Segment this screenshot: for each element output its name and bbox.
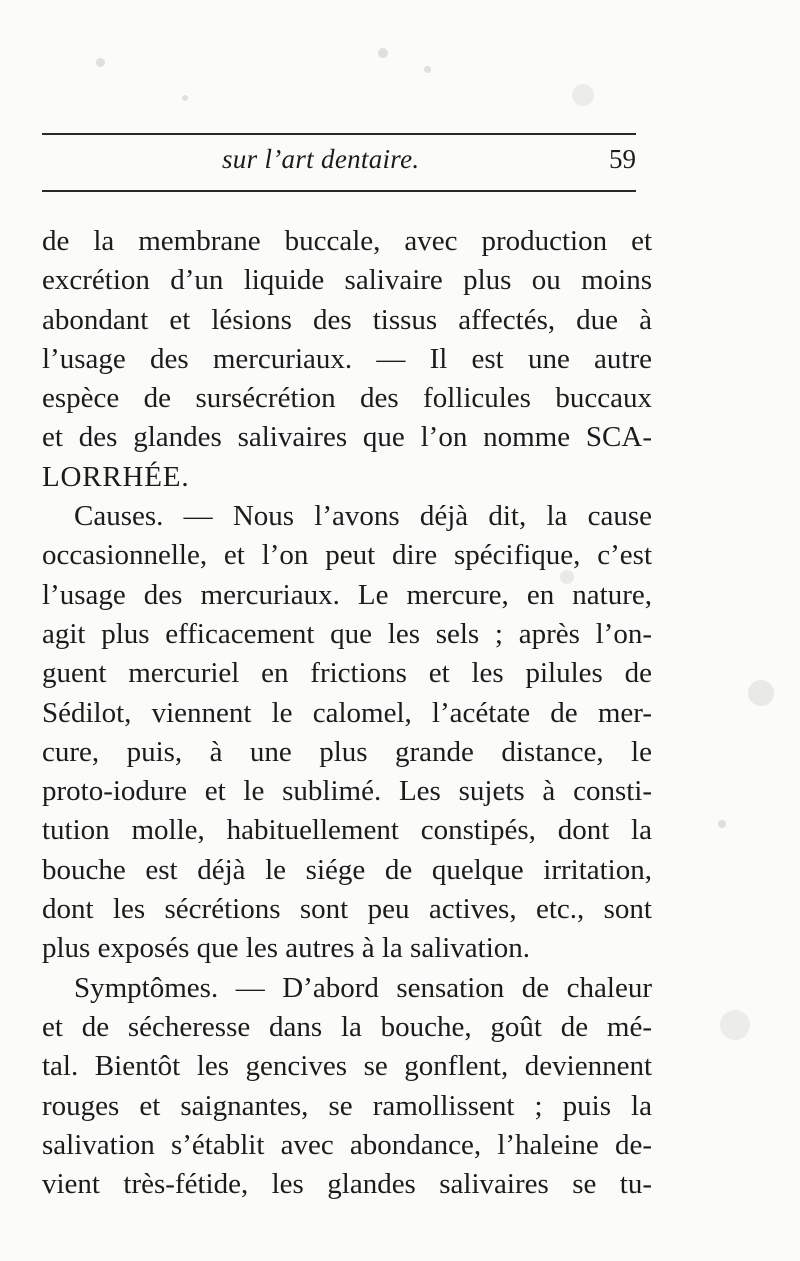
paper-speck [718, 820, 726, 828]
text-line: LORRHÉE. [42, 460, 190, 493]
text-line: occasionnelle, et l’on peut dire spécifique, c’est [42, 539, 652, 572]
paper-speck [720, 1010, 750, 1040]
text-line: dont les sécrétions sont peu actives, etc., sont [42, 893, 652, 926]
paper-speck [182, 95, 188, 101]
text-line: abondant et lésions des tissus affectés, due à [42, 303, 652, 336]
body-text [42, 222, 652, 1204]
paper-speck [96, 58, 105, 67]
running-header [42, 140, 636, 184]
text-line: de la membrane buccale, avec production et [42, 225, 652, 257]
header-rule-top [42, 133, 636, 135]
text-line: salivation s’établit avec abondance, l’haleine de- [42, 1128, 652, 1161]
text-line-causes-heading: Causes. — Nous l’avons déjà dit, la cause [74, 500, 652, 533]
text-line: tution molle, habituellement constipés, dont la [42, 814, 652, 847]
text-line: proto-iodure et le sublimé. Les sujets à consti- [42, 775, 652, 808]
paper-speck [424, 66, 431, 73]
paper-speck [378, 48, 388, 58]
paper-speck [748, 680, 774, 706]
paper-speck [572, 84, 594, 106]
text-line-symptomes-heading: Symptômes. — D’abord sensation de chaleur [74, 971, 652, 1004]
running-title: sur l’art dentaire. [222, 144, 420, 174]
text-line: agit plus efficacement que les sels ; après l’on- [42, 617, 652, 650]
header-rule-bottom [42, 190, 636, 192]
text-line: l’usage des mercuriaux. Le mercure, en nature, [42, 578, 652, 611]
text-line: vient très-fétide, les glandes salivaires se tu- [42, 1168, 652, 1201]
text-line: excrétion d’un liquide salivaire plus ou moins [42, 264, 652, 297]
text-line: Sédilot, viennent le calomel, l’acétate de mer- [42, 696, 652, 729]
text-line: tal. Bientôt les gencives se gonflent, deviennent [42, 1050, 652, 1083]
text-line: espèce de sursécrétion des follicules buccaux [42, 382, 652, 415]
text-line: guent mercuriel en frictions et les pilules de [42, 657, 652, 690]
text-line: plus exposés que les autres à la salivation. [42, 932, 531, 965]
text-line: l’usage des mercuriaux. — Il est une autre [42, 342, 652, 375]
text-line: et des glandes salivaires que l’on nomme SCA- [42, 421, 652, 454]
page-number: 59 [609, 144, 636, 174]
text-line: et de sécheresse dans la bouche, goût de mé- [42, 1010, 652, 1043]
text-line: bouche est déjà le siége de quelque irritation, [42, 853, 652, 886]
text-line: rouges et saignantes, se ramollissent ; puis la [42, 1089, 652, 1122]
text-line: cure, puis, à une plus grande distance, le [42, 735, 652, 768]
